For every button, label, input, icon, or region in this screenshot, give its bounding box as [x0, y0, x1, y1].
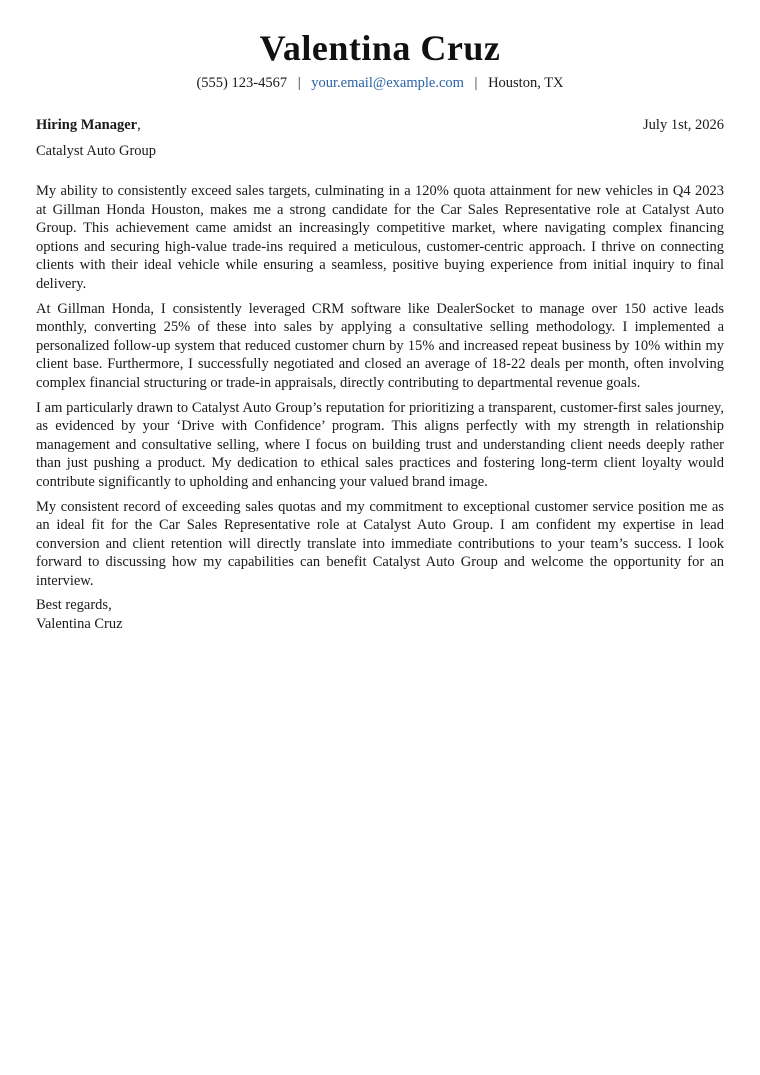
body-paragraph: My consistent record of exceeding sales quotas and my commitment to exceptional customer service position me as an ideal fit for the Car Sales Representative role at Catalyst Auto Group. I am confident my expertise in lead conversion and client retention will directly translate into immediate contributions to your team’s success. I look forward to discussing how my capabilities can benefit Catalyst Auto Group and welcome the opportunity for an interview. — [36, 498, 724, 589]
letter-date: July 1st, 2026 — [643, 117, 724, 133]
email-link[interactable]: your.email@example.com — [311, 75, 464, 91]
location: Houston, TX — [488, 75, 564, 91]
recipient-name: Hiring Manager — [36, 117, 138, 133]
body-paragraph: At Gillman Honda, I consistently leveraged CRM software like DealerSocket to manage over 150 active leads monthly, converting 25% of these into sales by applying a consultative selling methodology. I implemented a personalized follow-up system that reduced customer churn by 15% and increased repeat business by 10% within my client base. Furthermore, I successfully negotiated and closed an average of 18-22 deals per month, often involving complex financial structuring or trade-in appraisals, directly contributing to departmental revenue goals. — [36, 300, 724, 391]
closing-signature: Valentina Cruz — [36, 616, 123, 633]
recipient-name-suffix: , — [137, 117, 141, 133]
contact-separator: | — [297, 75, 301, 91]
cover-letter-page — [36, 0, 724, 634]
letter-closing — [36, 596, 724, 634]
phone-number: (555) 123-4567 — [196, 75, 288, 91]
contact-line — [36, 74, 724, 92]
contact-separator: | — [474, 75, 478, 91]
body-paragraph: I am particularly drawn to Catalyst Auto Group’s reputation for prioritizing a transparent, customer-first sales journey, as evidenced by your ‘Drive with Confidence’ program. This aligns perfectly with my strength in relationship management and consultative selling, where I focus on building trust and understanding client needs deeply rather than just pushing a product. My dedication to ethical sales practices and fostering long-term client loyalty would contribute significantly to upholding and enhancing your valued brand image. — [36, 399, 724, 490]
body-paragraph: My ability to consistently exceed sales targets, culminating in a 120% quota attainment for new vehicles in Q4 2023 at Gillman Honda Houston, makes me a strong candidate for the Car Sales Representative role at Catalyst Auto Group. This achievement came amidst an increasingly competitive market, where navigating complex financing options and securing high-value trade-ins required a meticulous, customer-centric approach. I thrive on connecting clients with their ideal vehicle while ensuring a seamless, positive buying experience from initial inquiry to final delivery. — [36, 183, 724, 292]
recipient-row — [36, 116, 724, 134]
recipient-company: Catalyst Auto Group — [36, 143, 157, 159]
closing-salutation: Best regards, — [36, 597, 112, 614]
applicant-name: Valentina Cruz — [259, 28, 501, 68]
letter-body — [36, 182, 724, 590]
recipient-greeting — [36, 116, 141, 134]
